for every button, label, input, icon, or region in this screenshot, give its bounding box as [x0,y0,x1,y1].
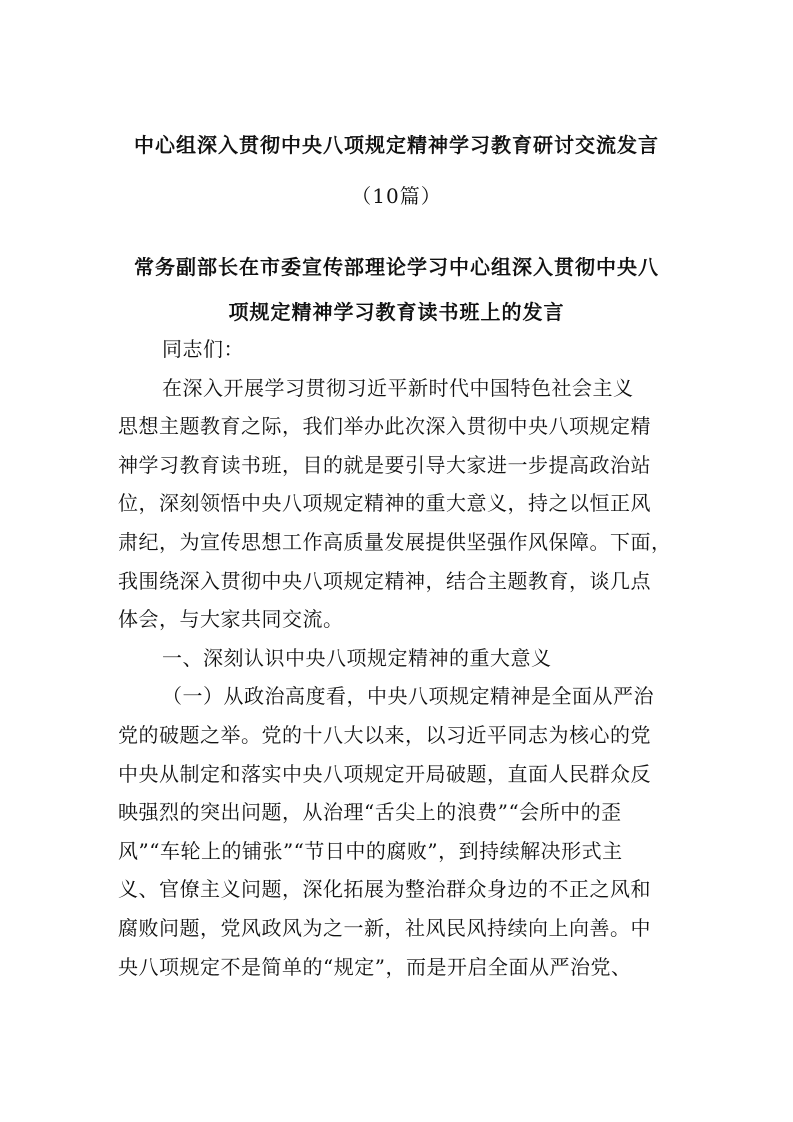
paragraph-line: 腐败问题，党风政风为之一新，社风民风持续向上向善。中 [118,915,651,940]
paragraph-line: 思想主题教育之际，我们举办此次深入贯彻中央八项规定精 [118,414,651,439]
paragraph-line: 位，深刻领悟中央八项规定精神的重大意义，持之以恒正风 [118,491,651,516]
paragraph-line: 在深入开展学习贯彻习近平新时代中国特色社会主义 [162,375,634,400]
paragraph-line: 肃纪，为宣传思想工作高质量发展提供坚强作风保障。下面， [118,529,672,554]
paragraph-line: 体会，与大家共同交流。 [118,607,344,632]
speech-body [118,330,678,986]
paragraph-line: （一）从政治高度看，中央八项规定精神是全面从严治 [162,684,654,709]
speech-title-line-2: 项规定精神学习教育读书班上的发言 [228,300,565,324]
paragraph-line: 风”“车轮上的铺张”“节日中的腐败”，到持续解决形式主 [118,838,623,863]
salutation: 同志们： [162,337,244,361]
paragraph-line: 央八项规定不是简单的“规定”，而是开启全面从严治党、 [118,954,632,979]
paragraph-line: 映强烈的突出问题，从治理“舌尖上的浪费”“会所中的歪 [118,800,622,825]
speech-title-line-1: 常务副部长在市委宣传部理论学习中心组深入贯彻中央八 [134,255,659,279]
document-title: 中心组深入贯彻中央八项规定精神学习教育研讨交流发言 [134,133,659,157]
document-title-count: （10篇） [351,184,442,208]
paragraph-line: 中央从制定和落实中央八项规定开局破题，直面人民群众反 [118,761,651,786]
paragraph-line: 党的破题之举。党的十八大以来，以习近平同志为核心的党 [118,722,651,747]
section-heading: 一、深刻认识中央八项规定精神的重大意义 [162,645,552,670]
paragraph-line: 我围绕深入贯彻中央八项规定精神，结合主题教育，谈几点 [118,568,651,593]
paragraph-line: 义、官僚主义问题，深化拓展为整治群众身边的不正之风和 [118,877,651,902]
paragraph-line: 神学习教育读书班，目的就是要引导大家进一步提高政治站 [118,452,651,477]
